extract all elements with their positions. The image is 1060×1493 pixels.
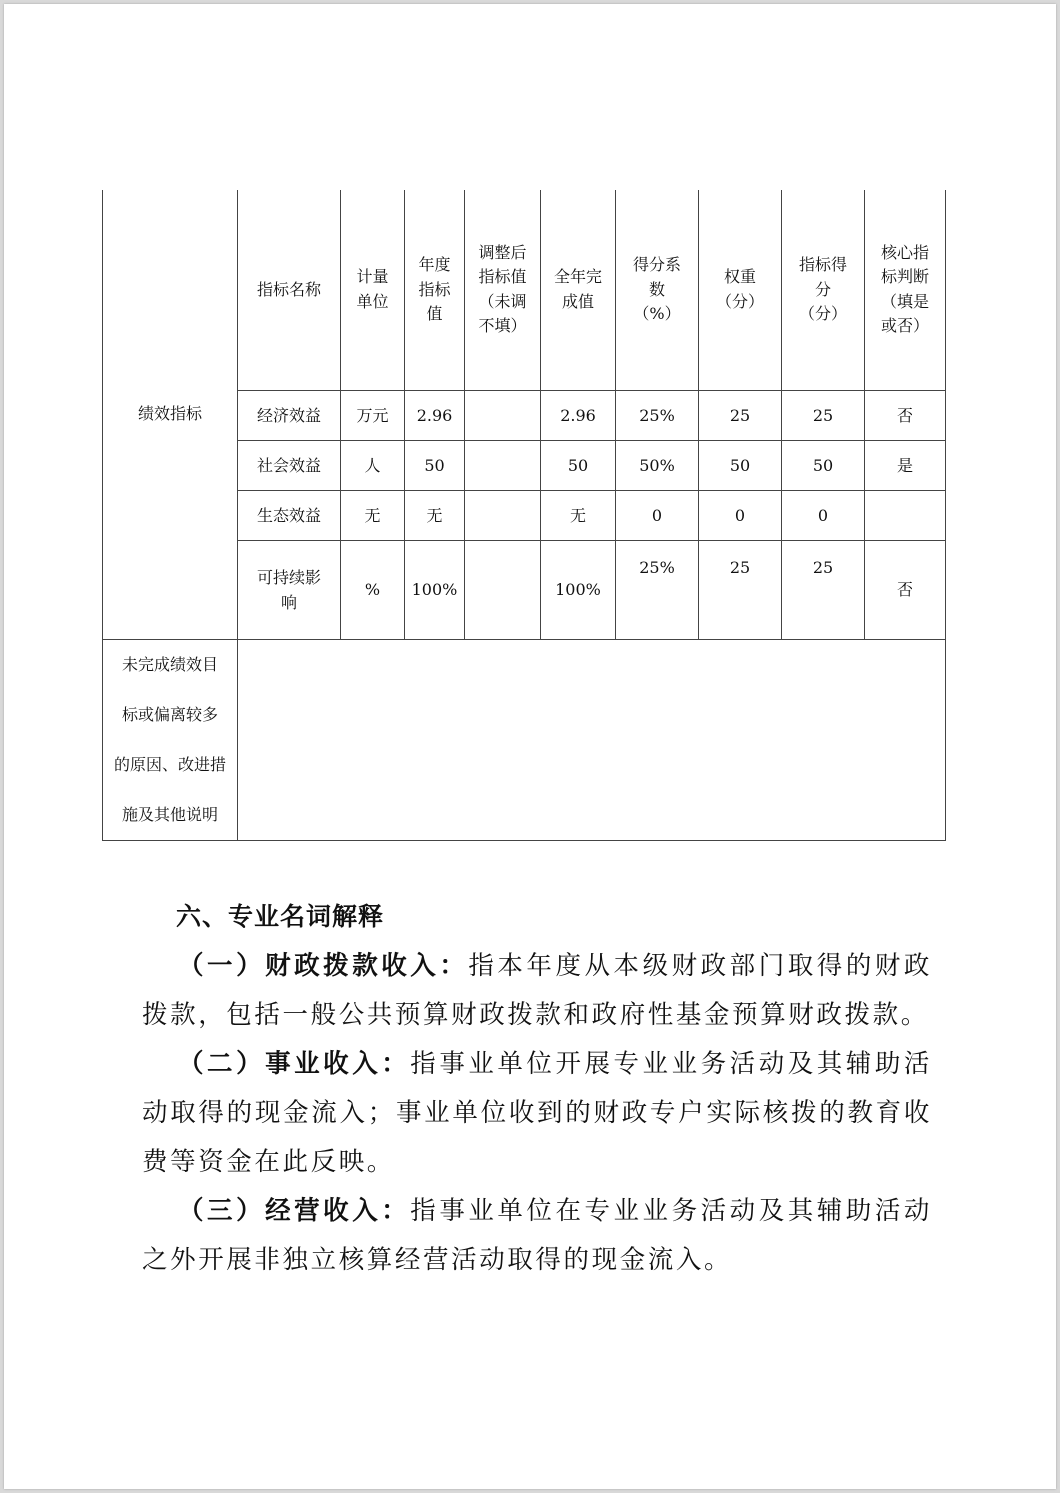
note-row [103, 639, 946, 840]
cell-coefficient: 25% [616, 540, 699, 639]
table-header-row [103, 190, 946, 390]
cell-core: 是 [865, 440, 946, 490]
cell-target: 2.96 [405, 390, 465, 440]
cell-coefficient: 0 [616, 490, 699, 540]
header-weight: 权重 （分） [699, 190, 782, 390]
header-annual-target: 年度 指标 值 [405, 190, 465, 390]
cell-weight: 25 [699, 390, 782, 440]
cell-actual: 50 [541, 440, 616, 490]
cell-actual: 100% [541, 540, 616, 639]
definition-text: 指事业单位在专业业务活动及其辅助活动之外开展非独立核算经营活动取得的现金流入。 [142, 1196, 932, 1275]
definition-paragraph [142, 1040, 932, 1187]
definition-paragraph [142, 1187, 932, 1285]
header-indicator-score: 指标得 分 （分） [782, 190, 865, 390]
cell-unit: % [341, 540, 405, 639]
cell-weight: 0 [699, 490, 782, 540]
cell-actual: 无 [541, 490, 616, 540]
cell-unit: 无 [341, 490, 405, 540]
cell-score: 50 [782, 440, 865, 490]
cell-unit: 万元 [341, 390, 405, 440]
cell-core: 否 [865, 390, 946, 440]
cell-adjusted [465, 440, 541, 490]
cell-coefficient: 50% [616, 440, 699, 490]
cell-name: 社会效益 [238, 440, 341, 490]
definition-text: 指本年度从本级财政部门取得的财政拨款，包括一般公共预算财政拨款和政府性基金预算财政拨款。 [142, 951, 932, 1030]
definition-text: 指事业单位开展专业业务活动及其辅助活动取得的现金流入；事业单位收到的财政专户实际核拨的教育收费等资金在此反映。 [142, 1049, 932, 1177]
cell-target: 100% [405, 540, 465, 639]
header-adjusted-target: 调整后 指标值 （未调 不填） [465, 190, 541, 390]
header-score-coefficient: 得分系 数 （%） [616, 190, 699, 390]
definition-term: （三）经营收入： [178, 1196, 411, 1226]
header-indicator-name: 指标名称 [238, 190, 341, 390]
cell-weight: 50 [699, 440, 782, 490]
cell-target: 50 [405, 440, 465, 490]
definition-term: （二）事业收入： [178, 1049, 411, 1079]
definition-paragraph [142, 942, 932, 1040]
header-annual-actual: 全年完 成值 [541, 190, 616, 390]
cell-coefficient: 25% [616, 390, 699, 440]
section-title: 六、专业名词解释 [176, 902, 385, 931]
document-page [4, 4, 1056, 1489]
cell-adjusted [465, 490, 541, 540]
cell-score: 25 [782, 540, 865, 639]
note-label: 未完成绩效目 标或偏离较多 的原因、改进措 施及其他说明 [103, 639, 238, 840]
cell-adjusted [465, 390, 541, 440]
cell-score: 25 [782, 390, 865, 440]
cell-name: 经济效益 [238, 390, 341, 440]
cell-unit: 人 [341, 440, 405, 490]
cell-weight: 25 [699, 540, 782, 639]
cell-target: 无 [405, 490, 465, 540]
header-core-indicator: 核心指 标判断 （填是 或否） [865, 190, 946, 390]
cell-actual: 2.96 [541, 390, 616, 440]
cell-name: 生态效益 [238, 490, 341, 540]
note-value [238, 639, 946, 840]
performance-table [102, 190, 946, 841]
row-label-performance: 绩效指标 [103, 190, 238, 639]
cell-score: 0 [782, 490, 865, 540]
cell-adjusted [465, 540, 541, 639]
definition-term: （一）财政拨款收入： [178, 951, 469, 981]
cell-name: 可持续影 响 [238, 540, 341, 639]
header-unit: 计量 单位 [341, 190, 405, 390]
cell-core: 否 [865, 540, 946, 639]
cell-core [865, 490, 946, 540]
